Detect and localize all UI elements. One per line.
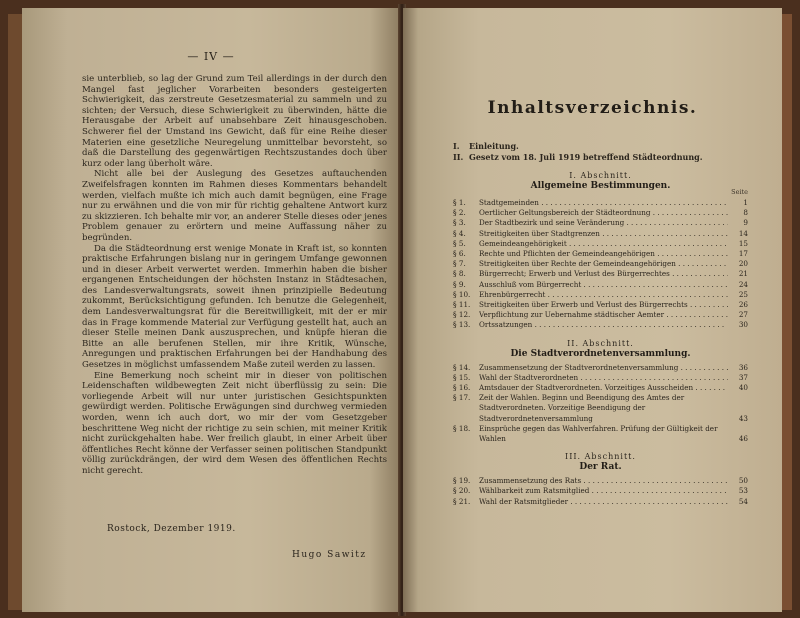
section-heading: I. Abschnitt. bbox=[569, 171, 632, 180]
paragraph-number: § 2. bbox=[453, 208, 466, 218]
toc-entry bbox=[453, 486, 748, 496]
page-number-roman: — IV — bbox=[187, 50, 235, 63]
paragraph-number: § 13. bbox=[453, 320, 471, 330]
paragraph-number: § 6. bbox=[453, 249, 466, 259]
place-date: Rostock, Dezember 1919. bbox=[107, 524, 236, 534]
entry-page-number: 25 bbox=[738, 289, 748, 299]
seite-label: Seite bbox=[731, 188, 748, 196]
entry-title: Ortssatzungen . . . bbox=[479, 320, 728, 330]
toc-entry bbox=[453, 424, 748, 444]
paragraph-number: § 10. bbox=[453, 289, 471, 299]
preface-paragraph: sie unterblieb, so lag der Grund zum Teil allerdings in der durch den Mangel fast jeglicher Vorarbeiten besonders gesteigerten Schwierigkeit, das zerstreute Gesetzesmaterial zu sammeln und zu sichten; der Versuch, diese Schwierigkeit zu überwinden, hätte die Herausgabe der Arbeit auf unabsehbare Zeit hinausgeschoben. Schwerer fiel der Umstand ins Gewicht, daß für eine Reihe dieser Materien eine gesetzliche Neuregelung unmittelbar bevorsteht, so daß die Darstellung des gegenwärtigen Rechtszustandes doch über kurz oder lang überholt wäre. bbox=[82, 74, 387, 169]
toc-entry bbox=[453, 218, 748, 228]
preface-paragraph: Da die Städteordnung erst wenige Monate in Kraft ist, so konnten praktische Erfahrungen bislang nur in geringem Umfange gewonnen und in dieser Arbeit verwertet werden. Immerhin haben die bisher ergangenen Entscheidungen der höchsten Instanz in Städtesachen, des Landesverwaltungsrats, soweit ihnen prinzipielle Bedeutung zukommt, Berücksichtigung gefunden. Ich benutze die Gelegenheit, dem Landesverwaltungsrat für die Bereitwilligkeit, mit der er mir das in Frage kommende Material zur Verfügung gestellt hat, auch an dieser Stelle meinen Dank auszusprechen, und knüpfe hieran die Bitte an alle berufenen Stellen, mir ihre Kritik, Wünsche, Anregungen und praktischen Erfahrungen bei der Handhabung des Gesetzes in möglichst umfassendem Maße zuteil werden zu lassen. bbox=[82, 243, 387, 371]
paragraph-number: § 3. bbox=[453, 218, 466, 228]
entry-page-number: 53 bbox=[738, 486, 748, 496]
paragraph-number: § 21. bbox=[453, 496, 471, 506]
toc-entry bbox=[453, 198, 748, 208]
preface-text bbox=[82, 74, 387, 477]
entry-title: Zusammensetzung der Stadtverordnetenversammlung . . . bbox=[479, 363, 728, 373]
toc-entry bbox=[453, 269, 748, 279]
entry-page-number: 36 bbox=[738, 362, 748, 372]
entry-title: Wählbarkeit zum Ratsmitglied . . . bbox=[479, 486, 728, 496]
paragraph-number: § 7. bbox=[453, 259, 466, 269]
entry-page-number: 26 bbox=[738, 300, 748, 310]
entry-title: Bürgerrecht; Erwerb und Verlust des Bürgerrechtes . . . bbox=[479, 269, 728, 279]
paragraph-number: § 4. bbox=[453, 228, 466, 238]
paragraph-number: § 19. bbox=[453, 476, 471, 486]
toc-entry bbox=[453, 239, 748, 249]
entry-title: Wahl der Ratsmitglieder . . . bbox=[479, 497, 728, 507]
paragraph-number: § 20. bbox=[453, 486, 471, 496]
toc-entry bbox=[453, 259, 748, 269]
entry-page-number: 46 bbox=[738, 434, 748, 444]
left-page bbox=[22, 8, 400, 612]
right-page bbox=[403, 8, 782, 612]
entry-page-number: 30 bbox=[738, 320, 748, 330]
toc-entry bbox=[453, 320, 748, 330]
entry-page-number: 27 bbox=[738, 310, 748, 320]
entry-page-number: 8 bbox=[743, 208, 748, 218]
paragraph-number: § 8. bbox=[453, 269, 466, 279]
entry-title: Streitigkeiten über Stadtgrenzen . . . bbox=[479, 229, 728, 239]
toc-top-line: I. Einleitung. bbox=[453, 141, 519, 151]
section-heading: III. Abschnitt. bbox=[565, 452, 636, 462]
section-heading: II. Abschnitt. bbox=[567, 338, 634, 348]
paragraph-number: § 16. bbox=[453, 383, 471, 393]
paragraph-number: § 17. bbox=[453, 393, 471, 403]
entry-page-number: 9 bbox=[743, 218, 748, 228]
toc-entry bbox=[453, 229, 748, 239]
entry-page-number: 1 bbox=[743, 198, 748, 207]
toc-entry bbox=[453, 300, 748, 310]
entry-title: Oertlicher Geltungsbereich der Städteordnung . . . bbox=[479, 208, 728, 218]
entry-page-number: 17 bbox=[738, 249, 748, 259]
entry-page-number: 40 bbox=[738, 383, 748, 393]
entry-title: Streitigkeiten über Erwerb und Verlust des Bürgerrechts . . . bbox=[479, 300, 728, 310]
toc-title: Inhaltsverzeichnis. bbox=[487, 98, 698, 118]
toc-entry bbox=[453, 290, 748, 300]
section-title: Allgemeine Bestimmungen. bbox=[530, 181, 671, 191]
toc-entry bbox=[453, 393, 748, 424]
entry-title: Stadtgemeinden . . . bbox=[479, 198, 728, 208]
entry-title: Ausschluß vom Bürgerrecht . . . bbox=[479, 280, 728, 290]
paragraph-number: § 15. bbox=[453, 372, 471, 382]
toc-entry bbox=[453, 383, 748, 393]
preface-paragraph: Nicht alle bei der Auslegung des Gesetzes auftauchenden Zweifelsfragen konnten im Rahmen dieses Kommentars behandelt werden, vielfach mußte ich mich auch damit begnügen, eine Frage nur zu erwähnen und die von mir für richtig gehaltene Antwort kurz zu skizzieren. Ich behalte mir vor, an anderer Stelle dieses oder jenes Problem genauer zu erörtern und meine Auffassung näher zu begründen. bbox=[82, 169, 387, 243]
toc-entry bbox=[453, 249, 748, 259]
paragraph-number: § 1. bbox=[453, 198, 466, 207]
entry-page-number: 15 bbox=[738, 238, 748, 248]
entry-page-number: 21 bbox=[738, 269, 748, 279]
section-title: Der Rat. bbox=[579, 462, 622, 473]
section-title: Die Stadtverordnetenversammlung. bbox=[510, 348, 691, 359]
entry-page-number: 43 bbox=[738, 413, 748, 423]
entry-title: Wahl der Stadtverordneten . . . bbox=[479, 373, 728, 383]
toc-entry bbox=[453, 476, 748, 486]
entry-page-number: 50 bbox=[738, 476, 748, 486]
entry-title: Der Stadtbezirk und seine Veränderung . . . bbox=[479, 218, 728, 228]
toc-entry bbox=[453, 208, 748, 218]
entry-title: Zeit der Wahlen. Beginn und Beendigung des Amtes der Stadtverordneten. Vorzeitige Beendigung der Stadtverordnetenversammlung bbox=[479, 393, 685, 423]
entry-title: Rechte und Pflichten der Gemeindeangehörigen . . . bbox=[479, 249, 728, 259]
preface-paragraph: Eine Bemerkung noch scheint mir in dieser von politischen Leidenschaften wildbewegten Zeit nicht überflüssig zu sein: Die vorliegende Arbeit will nur unter juristischen Gesichtspunkten gewürdigt werden. Politische Erwägungen sind durchweg vermieden worden, wenn ich auch dort, wo mir der vom Gesetzgeber beschrittene Weg nicht der richtige zu sein schien, mit meiner Kritik nicht zurückgehalten habe. Wer freilich glaubt, in einer Arbeit über öffentliches Recht könne der Verfasser seinen politischen Standpunkt völlig zurückdrängen, der wird dem Wesen des öffentlichen Rechts nicht gerecht. bbox=[82, 370, 387, 476]
entry-title: Einsprüche gegen das Wahlverfahren. Prüfung der Gültigkeit der Wahlen bbox=[479, 423, 718, 444]
entry-page-number: 37 bbox=[738, 372, 748, 382]
toc-entry bbox=[453, 363, 748, 373]
toc-entry bbox=[453, 373, 748, 383]
entry-title: Zusammensetzung des Rats . . . bbox=[479, 476, 728, 486]
paragraph-number: § 12. bbox=[453, 310, 471, 320]
paragraph-number: § 14. bbox=[453, 362, 471, 372]
entry-title: Ehrenbürgerrecht . . . bbox=[479, 290, 728, 300]
entry-title: Gemeindeangehörigkeit . . . bbox=[479, 239, 728, 249]
left-cover-edge bbox=[8, 14, 22, 610]
entry-page-number: 20 bbox=[738, 259, 748, 269]
entry-title: Amtsdauer der Stadtverordneten. Vorzeitiges Ausscheiden . . . bbox=[479, 383, 728, 393]
toc-list bbox=[453, 141, 748, 507]
paragraph-number: § 11. bbox=[453, 300, 471, 310]
toc-entry bbox=[453, 310, 748, 320]
entry-page-number: 14 bbox=[738, 228, 748, 238]
toc-top-line: II. Gesetz vom 18. Juli 1919 betreffend Städteordnung. bbox=[453, 152, 703, 162]
right-cover-edge bbox=[782, 14, 792, 610]
toc-entry bbox=[453, 280, 748, 290]
entry-title: Verpflichtung zur Uebernahme städtischer Aemter . . . bbox=[479, 310, 728, 320]
entry-page-number: 54 bbox=[738, 496, 748, 506]
paragraph-number: § 9. bbox=[453, 279, 466, 289]
author-signature: Hugo Sawitz bbox=[292, 550, 367, 560]
toc-entry bbox=[453, 497, 748, 507]
paragraph-number: § 18. bbox=[453, 423, 471, 433]
entry-title: Streitigkeiten über Rechte der Gemeindeangehörigen . . . bbox=[479, 259, 728, 269]
entry-page-number: 24 bbox=[738, 279, 748, 289]
paragraph-number: § 5. bbox=[453, 238, 466, 248]
